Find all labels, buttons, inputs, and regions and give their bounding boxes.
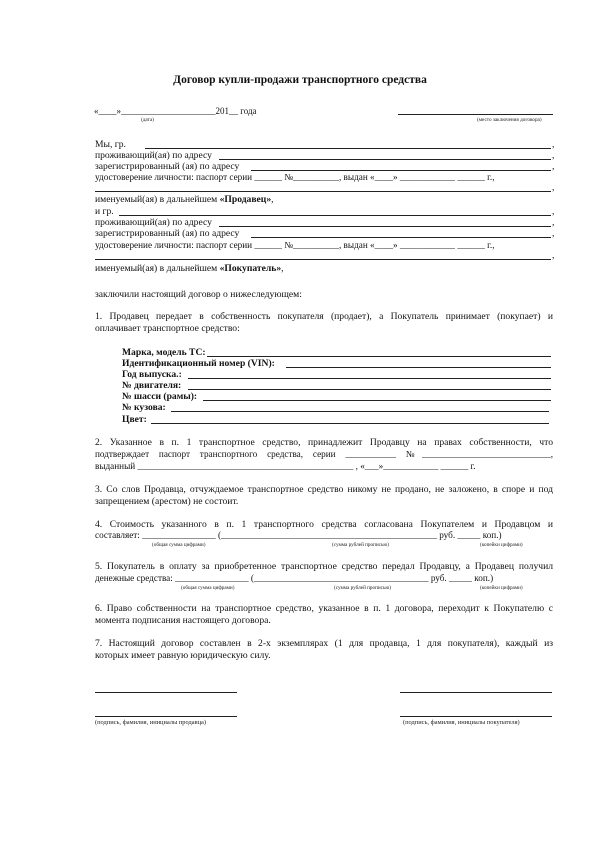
vehicle-field-color-line <box>151 423 549 424</box>
clause-3-line-2: запрещением (арестом) не состоит. <box>95 496 239 507</box>
seller-signature-caption: (подпись, фамилия, инициалы продавца) <box>95 719 206 726</box>
vehicle-field-chassis: № шасси (рамы): <box>122 391 198 402</box>
comma: , <box>552 161 555 172</box>
comma: , <box>552 206 555 217</box>
seller-signature-line-1 <box>95 692 237 693</box>
buyer-address-label: проживающий(ая) по адресу <box>95 217 212 228</box>
seller-address-line <box>219 159 551 160</box>
seller-registered-label: зарегистрированный (ая) по адресу <box>95 161 240 172</box>
buyer-role-prefix: именуемый(ая) в дальнейшем <box>95 263 220 274</box>
clause-7-line-1: 7. Настоящий договор составлен в 2-х экземплярах (1 для продавца, 1 для покупателя), каждый из <box>95 638 553 649</box>
buyer-passport-line: удостоверение личности: паспорт серии ______ №__________, выдан «____» ____________ ______ г., <box>95 240 495 250</box>
seller-signature-line-2 <box>95 716 237 717</box>
buyer-registered-line <box>251 237 551 238</box>
clause-6-line-2: момента подписания настоящего договора. <box>95 615 271 626</box>
document-title: Договор купли-продажи транспортного средства <box>173 74 427 86</box>
vehicle-field-engine: № двигателя: <box>122 380 182 391</box>
buyer-name-line <box>119 215 551 216</box>
seller-role: «Продавец» <box>219 194 272 205</box>
vehicle-field-make-line <box>207 356 551 357</box>
buyer-registered-label: зарегистрированный (ая) по адресу <box>95 228 240 239</box>
clause-2-line-1: 2. Указанное в п. 1 транспортное средство, принадлежит Продавцу на правах собственности, что <box>95 437 553 448</box>
clause-1-line-1: 1. Продавец передает в собственность покупателя (продает), а Покупатель принимает (покупает) и <box>95 311 553 322</box>
clause-5-caption-kopecks: (копейки цифрами) <box>480 585 523 591</box>
seller-name-label: Мы, гр. <box>95 139 126 150</box>
clause-5-caption-total: (общая сумма цифрами) <box>181 585 235 591</box>
seller-role-line <box>95 194 274 205</box>
comma: , <box>552 217 555 228</box>
clause-4-caption-total: (общая сумма цифрами) <box>152 542 206 548</box>
buyer-signature-line-2 <box>400 716 552 717</box>
date-caption: (дата) <box>141 117 154 123</box>
seller-registered-line <box>251 170 551 171</box>
seller-passport-line: удостоверение личности: паспорт серии ______ №__________, выдан «____» ____________ ______ г., <box>95 172 495 182</box>
buyer-address-line <box>219 226 551 227</box>
clause-1-line-2: оплачивает транспортное средство: <box>95 323 240 334</box>
date-line: «____»_____________________201__ года <box>94 106 257 116</box>
vehicle-field-make: Марка, модель ТС: <box>122 347 206 358</box>
clause-5-caption-words: (сумма рублей прописью) <box>334 585 391 591</box>
vehicle-field-body: № кузова: <box>122 402 166 413</box>
buyer-signature-caption: (подпись, фамилия, инициалы покупателя) <box>403 719 520 726</box>
seller-role-suffix: , <box>271 194 274 205</box>
comma: , <box>552 150 555 161</box>
comma: , <box>552 228 555 239</box>
clause-3-line-1: 3. Со слов Продавца, отчуждаемое транспортное средство никому не продано, не заложено, в споре и под <box>95 484 553 495</box>
vehicle-field-engine-line <box>188 389 551 390</box>
comma: , <box>552 139 555 150</box>
vehicle-field-year-line <box>188 378 551 379</box>
vehicle-field-chassis-line <box>203 400 551 401</box>
clause-7-line-2: которых имеет равную юридическую силу. <box>95 650 271 661</box>
vehicle-field-vin: Идентификационный номер (VIN): <box>122 358 275 369</box>
place-caption: (место заключения договора) <box>477 117 542 123</box>
comma: , <box>552 182 555 193</box>
vehicle-field-color: Цвет: <box>122 414 147 425</box>
vehicle-field-vin-line <box>286 367 551 368</box>
clause-2-line-3: выданный _______________________________________________ , «___»____________ ______ г. <box>95 461 476 471</box>
clause-4-line-1: 4. Стоимость указанного в п. 1 транспортного средства согласована Покупателем и Продавцом и <box>95 519 553 530</box>
clause-5-line-1: 5. Покупатель в оплату за приобретенное транспортное средство передал Продавцу, а Продавец получил <box>95 561 553 572</box>
seller-address-label: проживающий(ая) по адресу <box>95 150 212 161</box>
buyer-signature-line-1 <box>400 692 552 693</box>
buyer-extra-line <box>95 259 551 260</box>
intro-text: заключили настоящий договор о нижеследующем: <box>95 289 302 300</box>
buyer-name-label: и гр. <box>95 206 114 217</box>
seller-role-prefix: именуемый(ая) в дальнейшем <box>95 194 220 205</box>
buyer-role-line <box>95 263 284 274</box>
seller-name-line <box>145 148 551 149</box>
clause-4-line-2: составляет: ________________ (_______________________________________________ руб. _____ коп.) <box>95 530 502 540</box>
vehicle-field-body-line <box>171 411 549 412</box>
vehicle-field-year: Год выпуска.: <box>122 369 182 380</box>
seller-extra-line <box>95 191 551 192</box>
clause-4-caption-words: (сумма рублей прописью) <box>332 542 389 548</box>
clause-4-caption-kopecks: (копейки цифрами) <box>480 542 523 548</box>
clause-2-line-2: подтверждает паспорт транспортного средства, серии ___________ №____________________________, <box>95 449 553 459</box>
comma: , <box>552 250 555 261</box>
buyer-role-suffix: , <box>281 263 284 274</box>
place-underline <box>398 114 553 115</box>
clause-6-line-1: 6. Право собственности на транспортное средство, указанное в п. 1 договора, переходит к Покупателю с <box>95 603 553 614</box>
buyer-role: «Покупатель» <box>219 263 282 274</box>
clause-5-line-2: денежные средства: ________________ (______________________________________ руб. _____ коп.) <box>95 573 494 583</box>
